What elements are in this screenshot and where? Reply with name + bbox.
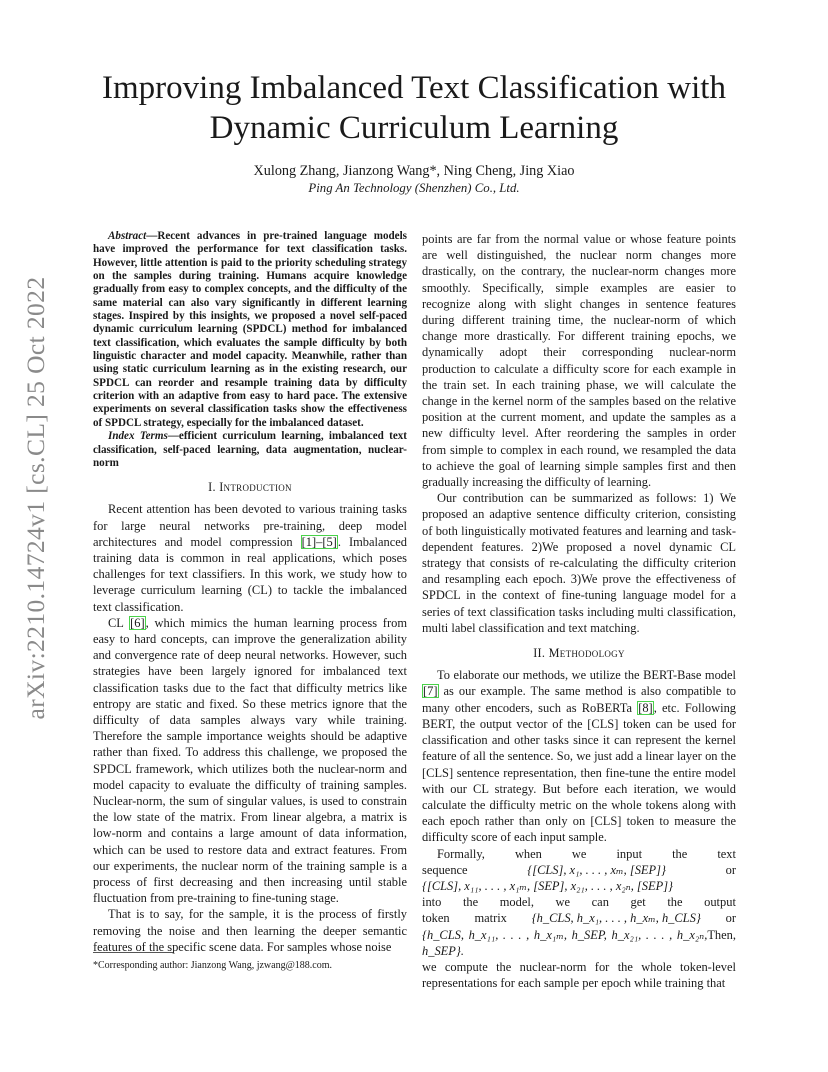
section-title: Methodology [548,646,625,661]
index-terms-label: Index Terms [108,430,168,443]
math-expression: {[CLS], x₁, . . . , xₘ, [SEP]} [527,862,666,877]
paragraph [93,501,407,614]
paragraph [93,615,407,907]
word: or [725,862,736,877]
output-line-2 [422,927,736,959]
word: Then, [707,927,736,942]
word: output [704,895,736,910]
word: the [667,895,683,910]
abstract-label: Abstract [108,230,147,242]
arxiv-stamp-text: arXiv:2210.14724v1 [cs.CL] 25 Oct 2022 [21,276,50,720]
math-expression: {h_CLS, h_x₁, . . . , h_xₘ, h_CLS} [531,911,701,926]
authors: Xulong Zhang, Jianzong Wang*, Ning Cheng, Jing Xiao [253,163,575,179]
math-expression: {h_CLS, h_x₁₁, . . . , h_x₁ₘ, h_SEP, h_x₂₁, . . . , h_x₂ₙ, h_SEP}. [422,927,708,958]
paragraph-text: , etc. Following BERT, the output vector of the [CLS] token can be used for classification and other tasks since it can represent the kernel feature of all the sentence. So, we just add a linear layer on the [CLS] sentence representation, then fine-tune the entire model with our CL strategy. But before each iteration, we would calculate the difficulty metric on the whole tokens along with each epoch rather than only on [CLS] token to measure the difficulty score of each input sample. [422,700,737,845]
section-heading-methodology [422,645,736,661]
word: the [672,846,688,861]
word: when [514,846,542,861]
paragraph-text: CL [108,615,130,630]
abstract-text: —Recent advances in pre-trained language models have improved the performance for text classification tasks. However, little attention is paid to the priority scheduling strategy on the samples during training. Humans acquire knowledge gradually from easy to complex concepts, and the difficulty of the same material can also vary significantly in different learning stages. Inspired by this insights, we proposed a novel self-paced dynamic curriculum learning (SPDCL) method for imbalanced text classification, which evaluates the sample difficulty by both linguistic character and model capacity. Meanwhile, rather than using static curriculum learning as in the existing research, our SPDCL can reorder and resample training data by difficulty criterion with an adaptive from easy to hard pace. The extensive experiments on several classification tasks show the effectiveness of SPDCL strategy, especially for the imbalanced dataset. [93,230,407,429]
citation-link[interactable] [301,535,338,549]
formally-line [422,846,736,862]
footnote: *Corresponding author: Jianzong Wang, jzwang@188.com. [93,960,333,971]
index-terms [93,430,407,470]
title-line-2: Dynamic Curriculum Learning [209,110,619,146]
paragraph-text: , which mimics the human learning process from easy to hard concepts, can improve the generalization ability and convergence rate of deep neural networks. However, such strategies have been largely ignored for imbalanced text classification tasks due to the fact that difficulty metrics like entropy are static and fixed. So these metrics ignore that the difficulty of data samples always vary while training. Therefore the sample importance weights should be adaptive rather than fixed. To address this challenge, we proposed the SPDCL framework, which utilizes both the nuclear-norm and model capacity to evaluate the difficulty of training samples. Nuclear-norm, the sum of singular values, is used to constrain the low state of the matrix. From linear algebra, a matrix is low-norm and contains a large amount of data information, which can be used to restore data and extract features. From our experiments, the nuclear norm of the training sample is a process of first decreasing and then increasing until stable fluctuation from pre-training to fine-tuning stage. [93,615,407,906]
sequence-line-2 [422,878,736,894]
arxiv-stamp [14,276,58,720]
paragraph [422,667,736,845]
citation-link[interactable] [637,701,654,715]
citation-link[interactable] [422,684,439,698]
section-heading-introduction [93,479,407,495]
citation-text[interactable]: [1]–[5] [301,534,337,549]
math-expression: {[CLS], x₁₁, . . . , x₁ₘ, [SEP], x₂₁, . . . , x₂ₙ, [SEP]} [422,878,674,893]
word: text [717,846,736,861]
index-terms-text: —efficient curriculum learning, imbalanced text classification, self-paced learning, data augmentation, nuclear-norm [93,430,407,469]
paragraph-text: as our example. The same method is also compatible to many other encoders, such as RoBERTa [422,684,736,715]
word: get [630,895,646,910]
section-title: Introduction [219,480,292,495]
citation-text[interactable]: [6] [130,615,145,630]
paper-title [60,68,768,148]
section-number: I. [208,480,216,495]
paragraph-text: To elaborate our methods, we utilize the BERT-Base model [437,668,736,683]
footnote-rule [93,952,173,953]
word: we [555,895,571,910]
paragraph-text: Recent attention has been devoted to various training tasks for large neural networks pre-training, deep model architectures and model compression [93,502,407,549]
word: model, [499,895,534,910]
word: sequence [422,862,468,877]
left-column [93,230,407,955]
word: token [422,911,450,926]
paragraph: points are far from the normal value or whose feature points are well distinguished, the nuclear norm changes more drastically, on the contrary, the nuclear-norm changes more smoothly. Specifically, simple examples are easier to recognize along with slight changes in sentence features during different training time, the nuclear-norm of which change more drastically. For different training epochs, we dynamically adopt their corresponding nuclear-norm production to calculate a difficulty score for each example in the train set. In each training phase, we will calculate the change in the kernel norm of the samples based on the relative position at the current moment, and update the samples as a new difficulty level. After reordering the samples in order from simple to complex in each round, we resampled the data to achieve the goal of learning simple samples first and then gradually increasing the difficulty of learning. [422,232,736,490]
abstract [93,230,407,430]
word: or [725,911,736,926]
affiliation: Ping An Technology (Shenzhen) Co., Ltd. [308,181,520,195]
word: the [462,895,479,910]
section-number: II. [533,646,546,661]
sequence-line [422,862,736,878]
token-matrix-line [422,910,736,926]
paragraph-text: . Imbalanced training data is common in real applications, which poses challenges for text classifiers. In this work, we study how to leverage curriculum learning (CL) to tackle the imbalanced text classification. [93,534,407,614]
word: input [616,846,643,861]
word: into [422,895,442,910]
right-column [422,231,736,991]
paragraph: That is to say, for the sample, it is the process of firstly removing the noise and then learning the deeper semantic features of the specific scene data. For samples whose noise [93,907,407,954]
final-line: we compute the nuclear-norm for the whole token-level representations for each sample per epoch while training that [422,959,736,991]
word: matrix [474,911,507,926]
citation-text[interactable]: [7] [423,684,438,699]
word: can [591,895,609,910]
citation-text[interactable]: [8] [638,700,653,715]
citation-link[interactable] [129,616,146,630]
paragraph: Our contribution can be summarized as follows: 1) We proposed an adaptive sentence difficulty criterion, consisting of both linguistically motivated features and learning and task-dependent features. 2)We proposed a novel dynamic CL strategy that consists of re-calculating the difficulty criterion and resampling each epoch. 3)We prove the effectiveness of SPDCL in the context of fine-tuning language model for a series of text classification tasks including multi classification, multi label classification and text matching. [422,491,736,635]
into-line [422,894,736,910]
word: we [571,846,587,861]
word: Formally, [437,846,485,861]
title-line-1: Improving Imbalanced Text Classification with [102,70,726,106]
